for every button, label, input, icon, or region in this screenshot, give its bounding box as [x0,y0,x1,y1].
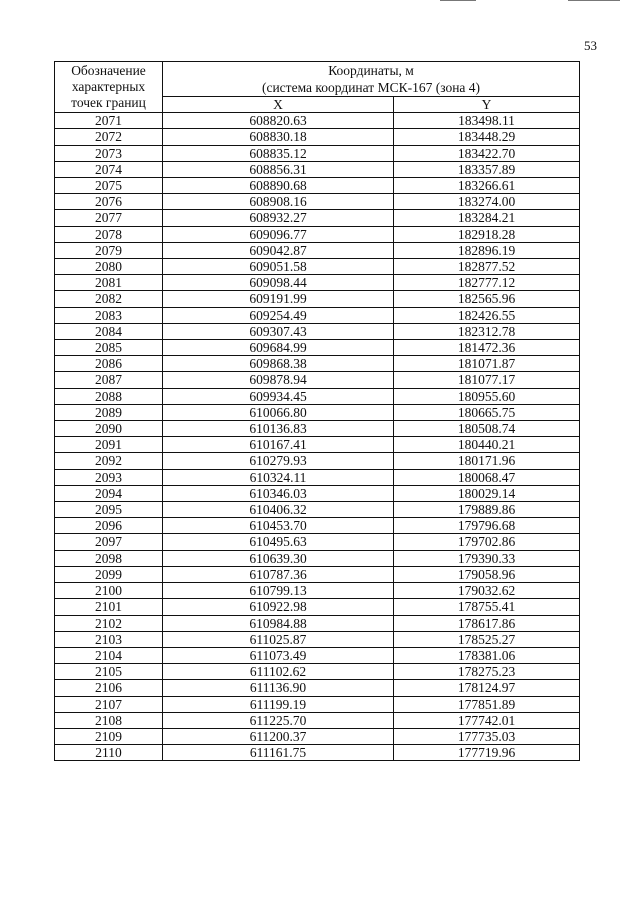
y-coordinate-cell: 182896.19 [394,242,580,258]
x-coordinate-cell: 609191.99 [163,291,394,307]
y-coordinate-cell: 183357.89 [394,161,580,177]
table-body [55,113,580,761]
table-row [55,340,580,356]
y-coordinate-cell: 180508.74 [394,421,580,437]
point-cell: 2087 [55,372,163,388]
y-coordinate-cell: 183284.21 [394,210,580,226]
x-coordinate-cell: 610799.13 [163,583,394,599]
y-coordinate-cell: 182918.28 [394,226,580,242]
y-coordinate-cell: 183448.29 [394,129,580,145]
x-column-header: X [163,97,394,113]
x-coordinate-cell: 610346.03 [163,485,394,501]
x-coordinate-cell: 609096.77 [163,226,394,242]
coordinates-header [163,62,580,97]
point-cell: 2090 [55,421,163,437]
point-cell: 2108 [55,712,163,728]
scan-mark [440,0,476,1]
y-coordinate-cell: 180171.96 [394,453,580,469]
x-coordinate-cell: 608820.63 [163,113,394,129]
y-coordinate-cell: 177851.89 [394,696,580,712]
y-coordinate-cell: 178755.41 [394,599,580,615]
y-coordinate-cell: 182565.96 [394,291,580,307]
table-row [55,129,580,145]
point-cell: 2089 [55,404,163,420]
x-coordinate-cell: 610787.36 [163,566,394,582]
point-header-line: Обозначение [71,63,146,79]
point-cell: 2109 [55,728,163,744]
x-coordinate-cell: 609684.99 [163,340,394,356]
table-row [55,291,580,307]
table-row [55,242,580,258]
y-coordinate-cell: 179058.96 [394,566,580,582]
point-cell: 2110 [55,745,163,761]
x-coordinate-cell: 609098.44 [163,275,394,291]
point-cell: 2104 [55,647,163,663]
x-coordinate-cell: 609307.43 [163,323,394,339]
point-cell: 2101 [55,599,163,615]
point-cell: 2071 [55,113,163,129]
x-coordinate-cell: 611025.87 [163,631,394,647]
point-cell: 2088 [55,388,163,404]
x-coordinate-cell: 610136.83 [163,421,394,437]
x-coordinate-cell: 610167.41 [163,437,394,453]
point-cell: 2091 [55,437,163,453]
x-coordinate-cell: 608890.68 [163,178,394,194]
y-coordinate-cell: 177735.03 [394,728,580,744]
table-row [55,259,580,275]
table-row [55,307,580,323]
point-cell: 2093 [55,469,163,485]
table-row [55,696,580,712]
table-row [55,145,580,161]
x-coordinate-cell: 608856.31 [163,161,394,177]
table-row [55,680,580,696]
table-row [55,161,580,177]
y-coordinate-cell: 180068.47 [394,469,580,485]
x-coordinate-cell: 610453.70 [163,518,394,534]
x-coordinate-cell: 609254.49 [163,307,394,323]
x-coordinate-cell: 609042.87 [163,242,394,258]
y-coordinate-cell: 182426.55 [394,307,580,323]
x-coordinate-cell: 610639.30 [163,550,394,566]
y-coordinate-cell: 181472.36 [394,340,580,356]
x-coordinate-cell: 611161.75 [163,745,394,761]
y-coordinate-cell: 178617.86 [394,615,580,631]
table-row [55,356,580,372]
x-coordinate-cell: 610066.80 [163,404,394,420]
scan-marks [0,0,640,8]
table-row [55,323,580,339]
x-coordinate-cell: 611199.19 [163,696,394,712]
point-cell: 2075 [55,178,163,194]
table-row [55,502,580,518]
x-coordinate-cell: 611200.37 [163,728,394,744]
y-coordinate-cell: 180029.14 [394,485,580,501]
y-coordinate-cell: 178275.23 [394,664,580,680]
x-coordinate-cell: 611225.70 [163,712,394,728]
point-cell: 2092 [55,453,163,469]
point-cell: 2080 [55,259,163,275]
table-row [55,485,580,501]
y-coordinate-cell: 178525.27 [394,631,580,647]
point-cell: 2073 [55,145,163,161]
x-coordinate-cell: 609878.94 [163,372,394,388]
x-coordinate-cell: 610324.11 [163,469,394,485]
table-row [55,453,580,469]
point-cell: 2106 [55,680,163,696]
point-cell: 2077 [55,210,163,226]
table-row [55,518,580,534]
table-row [55,194,580,210]
point-cell: 2079 [55,242,163,258]
table-row [55,178,580,194]
point-cell: 2103 [55,631,163,647]
x-coordinate-cell: 609051.58 [163,259,394,275]
scan-mark [568,0,620,1]
table-row [55,583,580,599]
table-row [55,437,580,453]
x-coordinate-cell: 608932.27 [163,210,394,226]
y-coordinate-cell: 179796.68 [394,518,580,534]
x-coordinate-cell: 608908.16 [163,194,394,210]
point-cell: 2102 [55,615,163,631]
point-header-line: характерных [71,79,146,95]
y-coordinate-cell: 179032.62 [394,583,580,599]
table-row [55,664,580,680]
point-cell: 2076 [55,194,163,210]
point-column-header [55,62,163,113]
table-row [55,550,580,566]
y-column-header: Y [394,97,580,113]
table-row [55,566,580,582]
table-row [55,534,580,550]
point-cell: 2085 [55,340,163,356]
table-row [55,210,580,226]
y-coordinate-cell: 183266.61 [394,178,580,194]
table-row [55,421,580,437]
table-row [55,372,580,388]
point-cell: 2083 [55,307,163,323]
point-cell: 2084 [55,323,163,339]
x-coordinate-cell: 609868.38 [163,356,394,372]
y-coordinate-cell: 178124.97 [394,680,580,696]
x-coordinate-cell: 610406.32 [163,502,394,518]
point-cell: 2095 [55,502,163,518]
y-coordinate-cell: 180955.60 [394,388,580,404]
point-cell: 2094 [55,485,163,501]
point-cell: 2097 [55,534,163,550]
y-coordinate-cell: 179390.33 [394,550,580,566]
table-row [55,647,580,663]
point-cell: 2107 [55,696,163,712]
y-coordinate-cell: 182877.52 [394,259,580,275]
y-coordinate-cell: 177742.01 [394,712,580,728]
table-row [55,388,580,404]
table-row [55,712,580,728]
point-cell: 2082 [55,291,163,307]
table-row [55,745,580,761]
point-cell: 2099 [55,566,163,582]
table-row [55,615,580,631]
x-coordinate-cell: 611073.49 [163,647,394,663]
table-row [55,275,580,291]
page-number: 53 [584,38,597,53]
table-row [55,631,580,647]
point-cell: 2078 [55,226,163,242]
y-coordinate-cell: 179889.86 [394,502,580,518]
x-coordinate-cell: 610984.88 [163,615,394,631]
point-cell: 2096 [55,518,163,534]
x-coordinate-cell: 610279.93 [163,453,394,469]
table-row [55,226,580,242]
y-coordinate-cell: 183422.70 [394,145,580,161]
point-header-line: точек границ [71,95,146,111]
x-coordinate-cell: 609934.45 [163,388,394,404]
table-row [55,404,580,420]
point-cell: 2072 [55,129,163,145]
point-cell: 2098 [55,550,163,566]
y-coordinate-cell: 182777.12 [394,275,580,291]
y-coordinate-cell: 183274.00 [394,194,580,210]
y-coordinate-cell: 181071.87 [394,356,580,372]
y-coordinate-cell: 181077.17 [394,372,580,388]
table-row [55,728,580,744]
point-cell: 2086 [55,356,163,372]
coordinates-table [54,61,580,761]
point-cell: 2074 [55,161,163,177]
point-cell: 2105 [55,664,163,680]
point-cell: 2081 [55,275,163,291]
coordinates-header-system: (система координат МСК-167 (зона 4) [261,80,481,95]
x-coordinate-cell: 610922.98 [163,599,394,615]
table-row [55,599,580,615]
y-coordinate-cell: 180665.75 [394,404,580,420]
x-coordinate-cell: 611102.62 [163,664,394,680]
y-coordinate-cell: 179702.86 [394,534,580,550]
x-coordinate-cell: 608830.18 [163,129,394,145]
y-coordinate-cell: 182312.78 [394,323,580,339]
y-coordinate-cell: 177719.96 [394,745,580,761]
y-coordinate-cell: 183498.11 [394,113,580,129]
y-coordinate-cell: 178381.06 [394,647,580,663]
x-coordinate-cell: 610495.63 [163,534,394,550]
point-cell: 2100 [55,583,163,599]
table-row [55,113,580,129]
coordinates-header-title: Координаты, м [328,63,414,78]
x-coordinate-cell: 611136.90 [163,680,394,696]
table-row [55,469,580,485]
x-coordinate-cell: 608835.12 [163,145,394,161]
y-coordinate-cell: 180440.21 [394,437,580,453]
